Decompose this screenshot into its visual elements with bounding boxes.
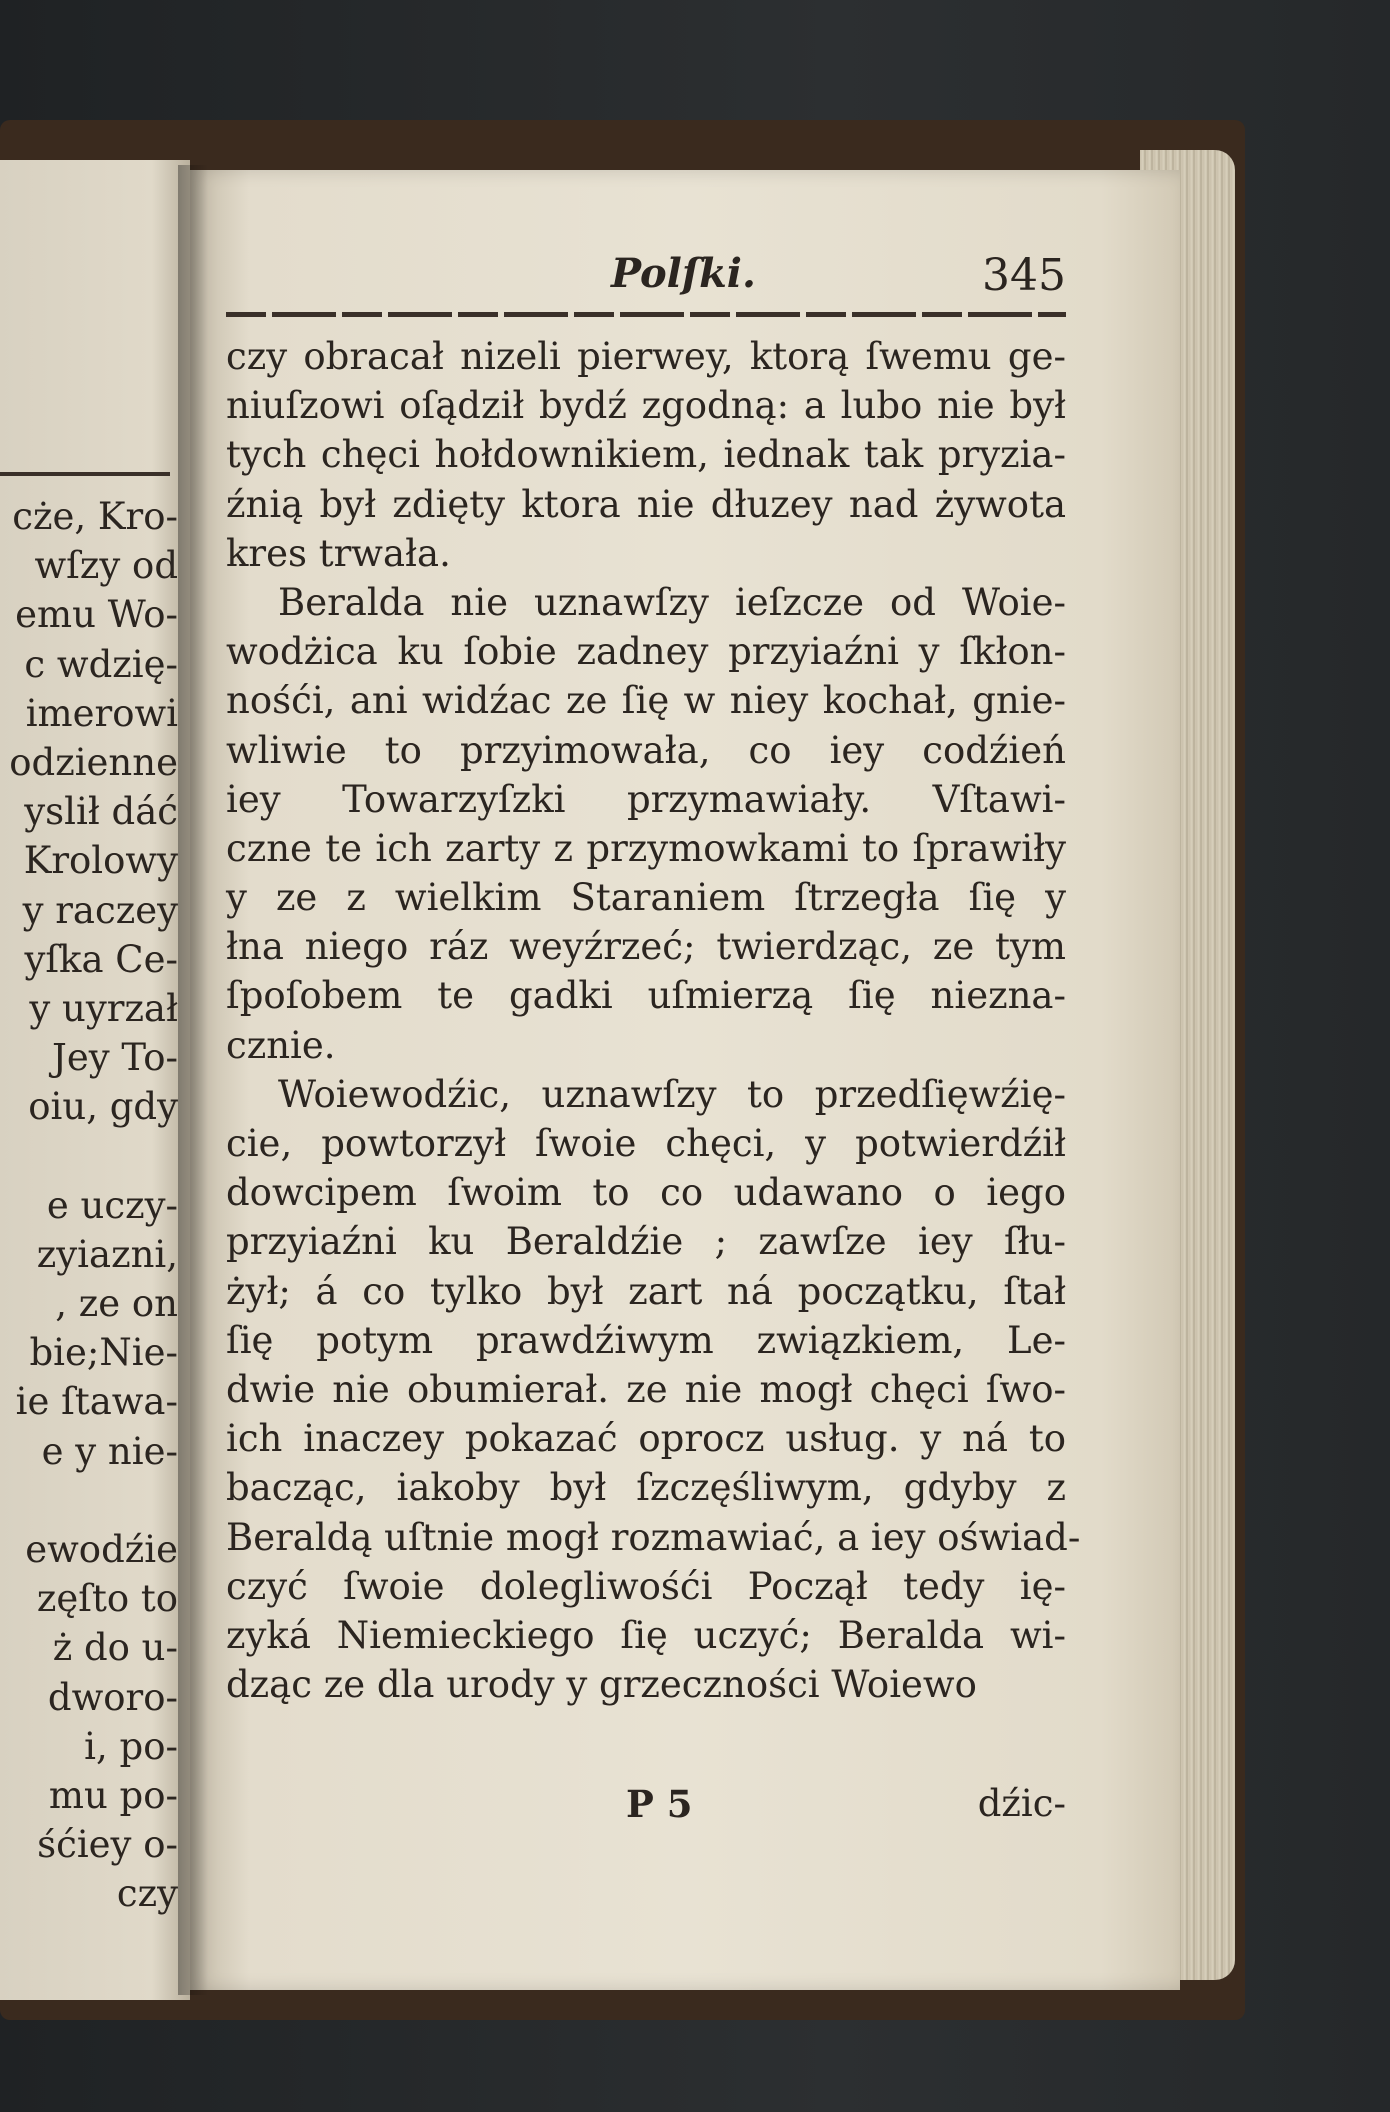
left-text-line: Jey To- xyxy=(52,1036,178,1080)
text-line: dwie nie obumierał. ze nie mogł chęci ſwo- xyxy=(226,1367,1066,1411)
left-text-line: emu Wo- xyxy=(15,593,178,637)
left-text-line: e uczy- xyxy=(46,1183,178,1227)
page-header xyxy=(226,250,1066,310)
text-line: ich inaczey pokazać oprocz usług. y ná to xyxy=(226,1417,1066,1461)
left-text-line: ie ſtawa- xyxy=(15,1380,178,1424)
text-line: iey Towarzyſzki przymawiały. Vſtawi- xyxy=(226,777,1066,821)
text-line: nośći, ani widźac ze ſię w niey kochał, gnie- xyxy=(226,679,1066,723)
text-line: czne te ich zarty z przymowkami to ſprawiły xyxy=(226,826,1066,870)
text-line: wodżica ku ſobie zadney przyiaźni y ſkłon- xyxy=(226,630,1066,674)
left-text-line: cże, Kro- xyxy=(12,495,178,538)
gutter-shadow xyxy=(178,165,208,1995)
left-text-line: Krolowy xyxy=(23,839,178,883)
text-line: zyká Niemieckiego ſię uczyć; Beralda wi- xyxy=(226,1613,1066,1657)
header-rule xyxy=(226,312,1066,317)
text-line: ſię potym prawdźiwym związkiem, Le- xyxy=(226,1318,1066,1362)
left-text-line xyxy=(0,1476,178,1525)
left-text-line: yslił dáć xyxy=(24,790,178,834)
page-footer xyxy=(226,1782,1066,1832)
left-text-line: bie;Nie- xyxy=(29,1331,178,1375)
text-line: źnią był zdięty ktora nie dłuzey nad żywota xyxy=(226,482,1066,526)
text-line: dząc ze dla urody y grzeczności Woiewo xyxy=(226,1663,977,1707)
left-page-text xyxy=(0,492,178,1918)
text-line: dowcipem ſwoim to co udawano o iego xyxy=(226,1171,1066,1215)
left-text-line: wſzy od xyxy=(34,544,178,588)
left-text-line: y uyrzał xyxy=(29,986,178,1030)
left-text-line: y raczey xyxy=(22,888,178,932)
left-text-line: ż do u- xyxy=(52,1626,178,1670)
left-text-line: i, po- xyxy=(84,1724,178,1768)
left-text-line xyxy=(0,1131,178,1180)
text-line: y ze z wielkim Staraniem ſtrzegła ſię y xyxy=(226,876,1066,920)
left-text-line: imerowi xyxy=(25,691,178,735)
catchword: dźic- xyxy=(977,1782,1066,1825)
left-text-line: mu po- xyxy=(48,1773,178,1817)
text-line: cie, powtorzył ſwoie chęci, y potwierdźił xyxy=(226,1122,1066,1165)
text-line: kres trwała. xyxy=(226,531,451,575)
signature-mark: P 5 xyxy=(626,1782,693,1826)
text-line: czy obracał nizeli pierwey, ktorą ſwemu ge- xyxy=(226,335,1066,378)
left-text-line: , ze on xyxy=(55,1282,178,1325)
left-page xyxy=(0,160,190,2000)
text-line: Woiewodźic, uznawſzy to przedſięwźię- xyxy=(278,1072,1066,1116)
text-line: żył; á co tylko był zart ná początku, ſtał xyxy=(226,1269,1066,1313)
left-text-line: oiu, gdy xyxy=(28,1085,178,1129)
running-title: Polſki. xyxy=(611,250,756,297)
left-text-line: odzienne xyxy=(9,740,178,784)
left-page-rule xyxy=(0,472,170,476)
left-text-line: c wdzię- xyxy=(24,642,178,686)
left-text-line: zyiazni, xyxy=(36,1232,178,1276)
left-text-line: ewodźie xyxy=(25,1527,178,1571)
page-number: 345 xyxy=(982,250,1066,301)
left-text-line: czy xyxy=(116,1872,178,1916)
text-line: wliwie to przyimowała, co iey codźień xyxy=(226,728,1066,772)
page-body-text xyxy=(226,332,1081,1709)
text-line: przyiaźni ku Beraldźie ; zawſze iey ſłu- xyxy=(226,1220,1066,1264)
text-line: Beralda nie uznawſzy ieſzcze od Woie- xyxy=(278,580,1066,624)
left-text-line: e y nie- xyxy=(41,1429,178,1473)
text-line: ſpoſobem te gadki uſmierzą ſię niezna- xyxy=(226,974,1066,1018)
text-line: tych chęci hołdownikiem, iednak tak pryzia- xyxy=(226,433,1066,477)
text-line: łna niego ráz weyźrzeć; twierdząc, ze tym xyxy=(226,925,1066,969)
text-line: bacząc, iakoby był ſzczęśliwym, gdyby z xyxy=(226,1466,1066,1510)
text-line: niuſzowi oſądził bydź zgodną: a lubo nie był xyxy=(226,384,1066,428)
left-text-line: dworo- xyxy=(47,1675,178,1719)
left-text-line: yſka Ce- xyxy=(24,937,178,981)
text-line: Beraldą uſtnie mogł rozmawiać, a iey oświad- xyxy=(226,1515,1081,1559)
text-line: czyć ſwoie dolegliwośći Począł tedy ię- xyxy=(226,1564,1066,1608)
left-text-line: zęſto to xyxy=(36,1577,178,1621)
text-line: cznie. xyxy=(226,1023,336,1067)
left-text-line: śćiey o- xyxy=(37,1823,178,1867)
